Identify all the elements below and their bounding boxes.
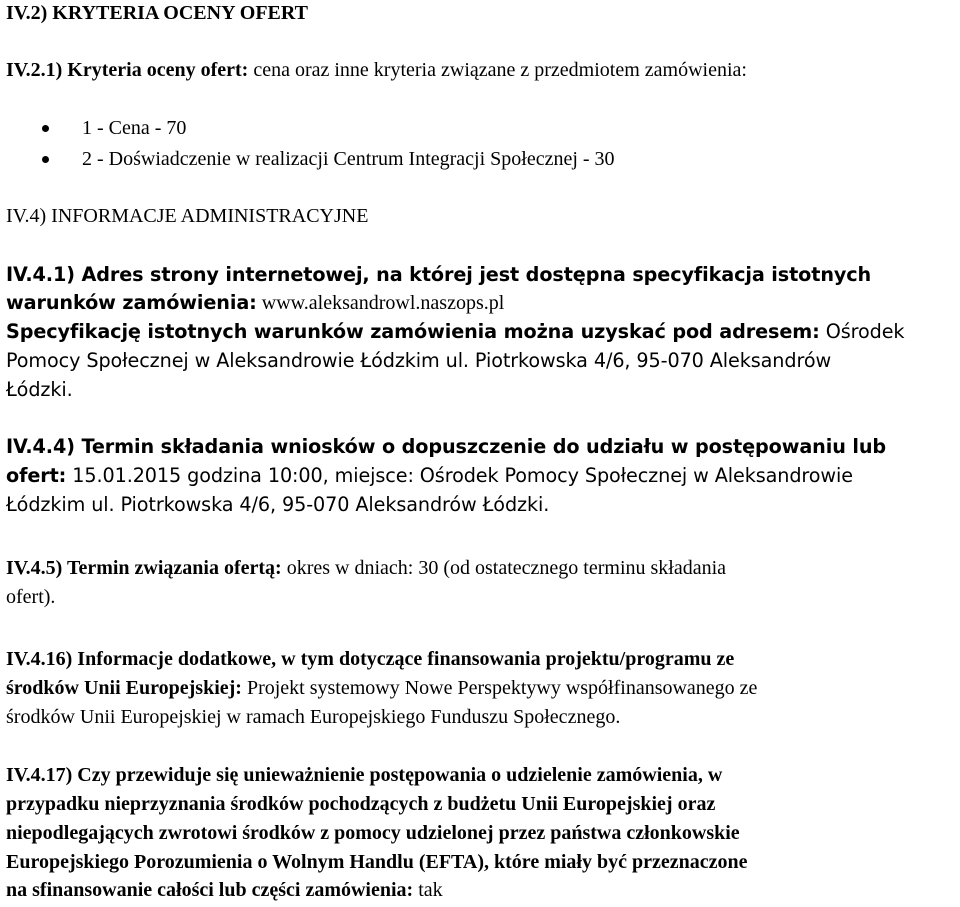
iv417-line3: niepodlegających zwrotowi środków z pomocy udzielonej przez państwa członkowskie <box>6 822 740 844</box>
iv41-line3-value: Ośrodek <box>819 320 905 343</box>
section-iv4-heading: IV.4) INFORMACJE ADMINISTRACYJNE <box>6 205 369 227</box>
iv44-line2-label: ofert: <box>6 464 67 487</box>
iv416-line2 <box>6 675 757 701</box>
iv416-line1: IV.4.16) Informacje dodatkowe, w tym dotyczące finansowania projektu/programu ze <box>6 648 735 670</box>
section-iv2-heading: IV.2) KRYTERIA OCENY OFERT <box>6 2 308 24</box>
iv417-line5-label: na sfinansowanie całości lub części zamówienia: <box>6 879 414 901</box>
iv41-line2-label: warunków zamówienia: <box>6 291 257 314</box>
criteria-item-text: 1 - Cena - 70 <box>82 117 187 139</box>
iv41-line1: IV.4.1) Adres strony internetowej, na której jest dostępna specyfikacja istotnych <box>6 263 872 286</box>
iv417-line5 <box>6 877 443 903</box>
iv41-url: www.aleksandrowl.naszops.pl <box>256 292 505 314</box>
iv21-line <box>6 57 747 83</box>
iv44-line1: IV.4.4) Termin składania wniosków o dopuszczenie do udziału w postępowaniu lub <box>6 435 887 458</box>
iv45-line1 <box>6 555 726 581</box>
bullet-icon <box>42 156 49 163</box>
iv417-line1: IV.4.17) Czy przewiduje się unieważnienie postępowania o udzielenie zamówienia, w <box>6 764 723 786</box>
iv44-line2-value: 15.01.2015 godzina 10:00, miejsce: Ośrodek Pomocy Społecznej w Aleksandrowie <box>66 464 853 487</box>
iv44-line3: Łódzkim ul. Piotrkowska 4/6, 95-070 Aleksandrów Łódzki. <box>6 493 550 516</box>
iv41-line2 <box>6 290 504 316</box>
iv416-line2-label: środków Unii Europejskiej: <box>6 677 242 699</box>
iv41-line3-label: Specyfikację istotnych warunków zamówienia można uzyskać pod adresem: <box>6 320 820 343</box>
iv41-line3 <box>6 319 904 345</box>
iv417-line5-value: tak <box>413 879 443 901</box>
iv21-label: IV.2.1) Kryteria oceny ofert: <box>6 59 249 81</box>
iv45-value: okres w dniach: 30 (od ostatecznego terminu składania <box>281 557 727 579</box>
iv41-line4: Pomocy Społecznej w Aleksandrowie Łódzkim ul. Piotrkowska 4/6, 95-070 Aleksandrów <box>6 349 832 372</box>
iv416-line3: środków Unii Europejskiej w ramach Europejskiego Funduszu Społecznego. <box>6 706 621 728</box>
iv417-line4: Europejskiego Porozumienia o Wolnym Handlu (EFTA), które miały być przeznaczone <box>6 851 748 873</box>
iv416-line2-value: Projekt systemowy Nowe Perspektywy współfinansowanego ze <box>241 677 758 699</box>
iv417-line2: przypadku nieprzyznania środków pochodzących z budżetu Unii Europejskiej oraz <box>6 793 716 815</box>
iv45-label: IV.4.5) Termin związania ofertą: <box>6 557 282 579</box>
iv21-text: cena oraz inne kryteria związane z przedmiotem zamówienia: <box>248 59 747 81</box>
iv45-line2: ofert). <box>6 586 56 608</box>
criteria-item-text: 2 - Doświadczenie w realizacji Centrum Integracji Społecznej - 30 <box>82 148 615 170</box>
bullet-icon <box>42 125 49 132</box>
iv41-line5: Łódzki. <box>6 378 73 401</box>
iv44-line2 <box>6 463 853 489</box>
